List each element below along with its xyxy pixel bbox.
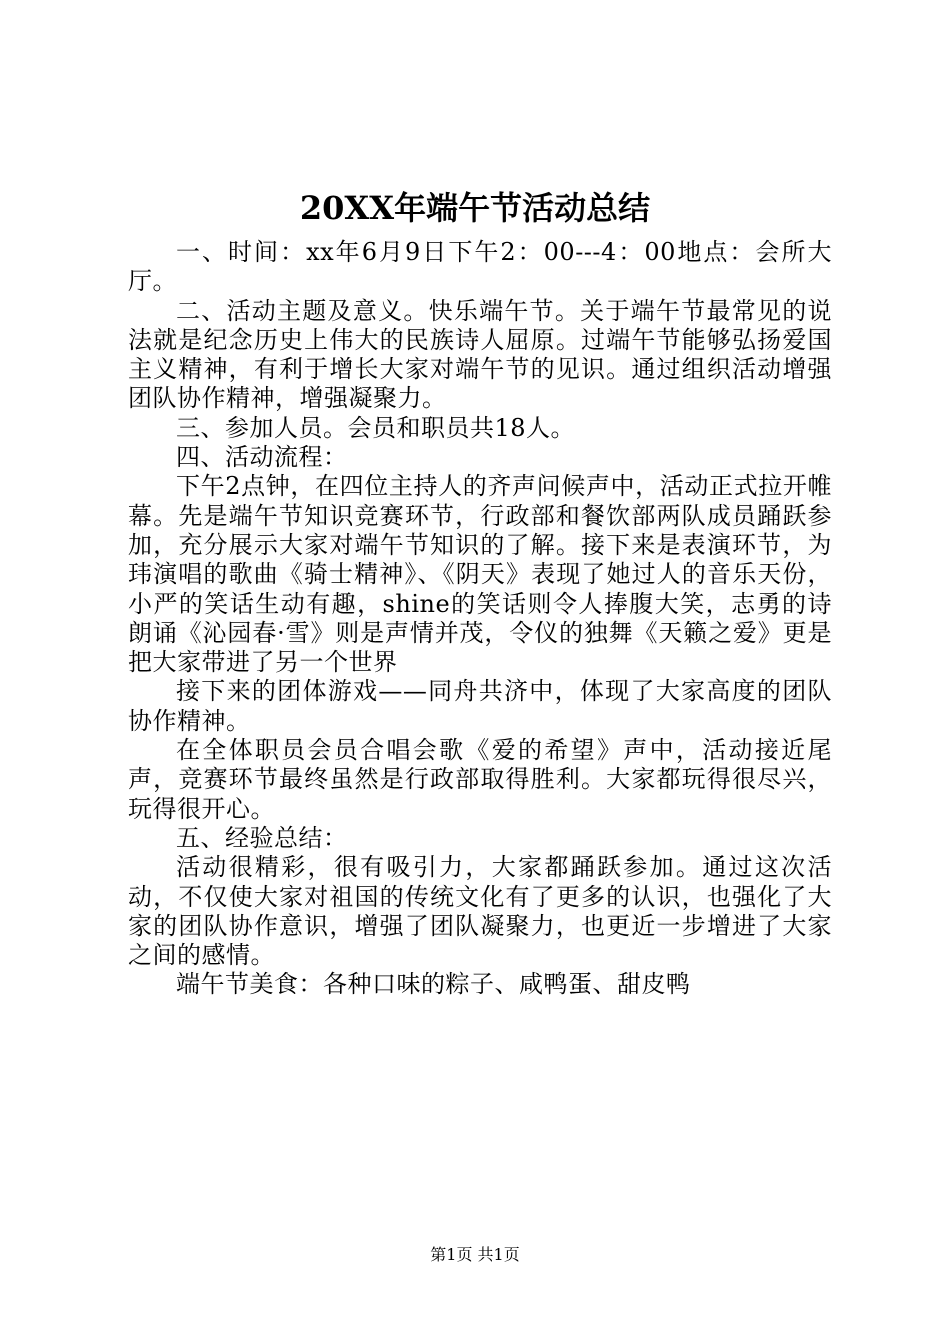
paragraph-time-location: 一、时间：xx年6月9日下午2：00---4：00地点：会所大厅。 [128, 238, 832, 296]
paragraph-theme: 二、活动主题及意义。快乐端午节。关于端午节最常见的说法就是纪念历史上伟大的民族诗人屈原。过端午节能够弘扬爱国主义精神，有利于增长大家对端午节的见识。通过组织活动增强团队协作精神，增强凝聚力。 [128, 296, 832, 413]
paragraph-process-detail: 下午2点钟，在四位主持人的齐声问候声中，活动正式拉开帷幕。先是端午节知识竞赛环节，行政部和餐饮部两队成员踊跃参加，充分展示大家对端午节知识的了解。接下来是表演环节，为玮演唱的歌曲《骑士精神》、《阴天》表现了她过人的音乐天份，小严的笑话生动有趣，shine的笑话则令人捧腹大笑，志勇的诗朗诵《沁园春·雪》则是声情并茂，令仪的独舞《天籁之爱》更是把大家带进了另一个世界 [128, 472, 832, 677]
page-number-footer: 第1页 共1页 [430, 1245, 520, 1264]
paragraph-participants: 三、参加人员。会员和职员共18人。 [176, 413, 576, 442]
paragraph-summary-detail: 活动很精彩，很有吸引力，大家都踊跃参加。通过这次活动，不仅使大家对祖国的传统文化有了更多的认识，也强化了大家的团队协作意识，增强了团队凝聚力，也更近一步增进了大家之间的感情。 [128, 853, 832, 970]
document-body [128, 238, 832, 1000]
paragraph-closing: 在全体职员会员合唱会歌《爱的希望》声中，活动接近尾声，竞赛环节最终虽然是行政部取得胜利。大家都玩得很尽兴，玩得很开心。 [128, 736, 832, 823]
paragraph-process-heading: 四、活动流程： [176, 443, 348, 472]
paragraph-summary-heading: 五、经验总结： [176, 823, 348, 852]
document-title: 20XX年端午节活动总结 [299, 189, 651, 227]
paragraph-food: 端午节美食：各种口味的粽子、咸鸭蛋、甜皮鸭 [176, 970, 691, 999]
paragraph-group-game: 接下来的团体游戏——同舟共济中，体现了大家高度的团队协作精神。 [128, 677, 832, 735]
